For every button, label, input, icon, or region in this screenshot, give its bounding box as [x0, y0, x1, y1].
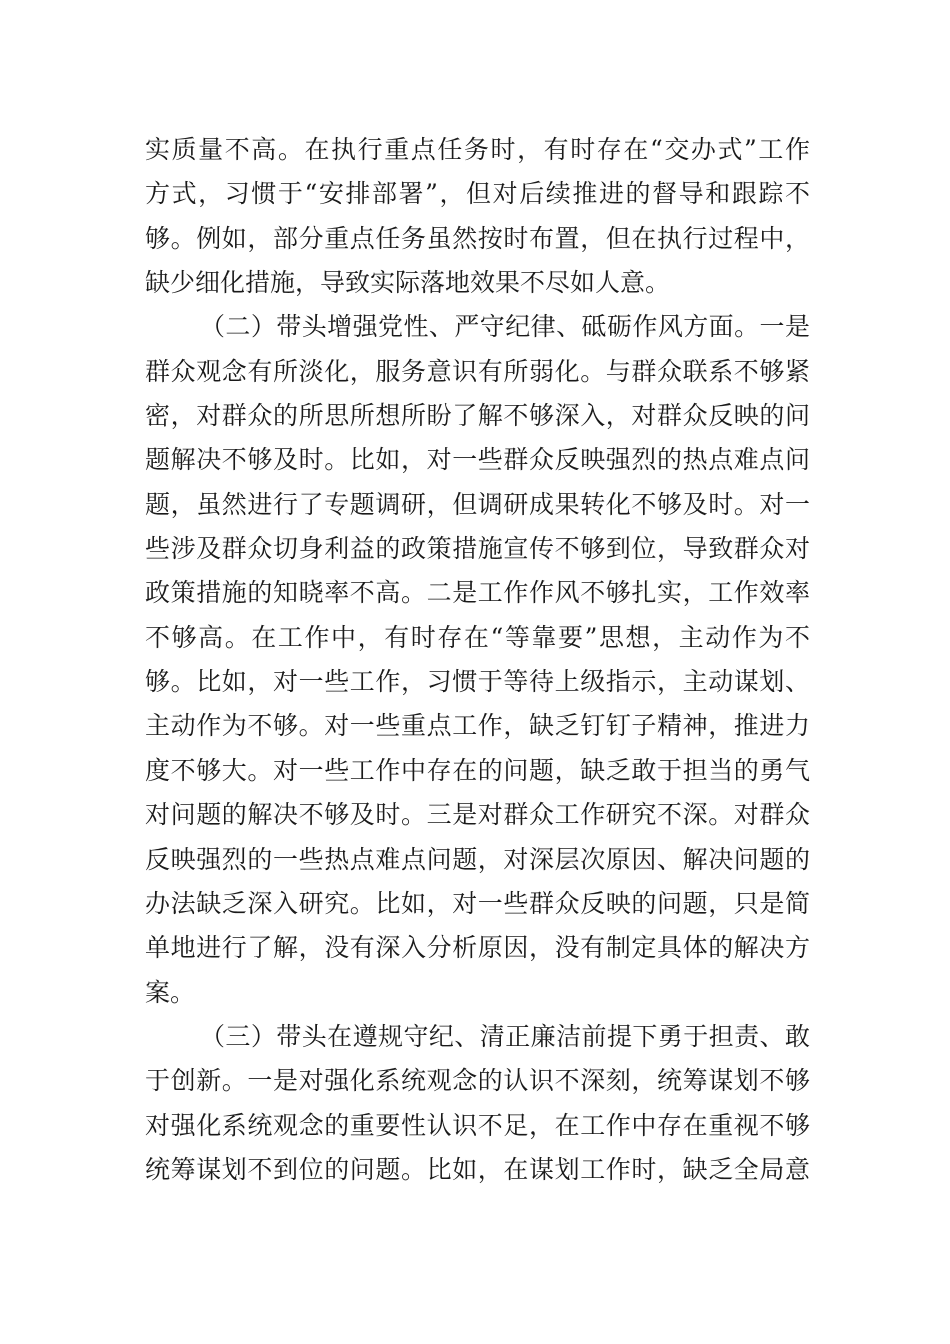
text-line: 办法缺乏深入研究。比如，对一些群众反映的问题，只是简 [145, 888, 810, 918]
text-line: 群众观念有所淡化，服务意识有所弱化。与群众联系不够紧 [145, 356, 810, 386]
text-line: 度不够大。对一些工作中存在的问题，缺乏敢于担当的勇气 [145, 755, 810, 785]
text-line: 缺少细化措施，导致实际落地效果不尽如人意。 [145, 268, 671, 298]
text-line: 对问题的解决不够及时。三是对群众工作研究不深。对群众 [145, 800, 810, 830]
text-line: 政策措施的知晓率不高。二是工作作风不够扎实，工作效率 [145, 578, 810, 608]
text-line: 反映强烈的一些热点难点问题，对深层次原因、解决问题的 [145, 844, 810, 874]
text-line: 题，虽然进行了专题调研，但调研成果转化不够及时。对一 [145, 489, 810, 519]
text-line: 于创新。一是对强化系统观念的认识不深刻，统筹谋划不够 [145, 1066, 810, 1096]
text-line: （三）带头在遵规守纪、清正廉洁前提下勇于担责、敢 [200, 1021, 810, 1051]
text-line: 主动作为不够。对一些重点工作，缺乏钉钉子精神，推进力 [145, 711, 810, 741]
text-line: 些涉及群众切身利益的政策措施宣传不够到位，导致群众对 [145, 534, 810, 564]
text-line: 实质量不高。在执行重点任务时，有时存在“交办式”工作 [145, 135, 810, 164]
text-line: 单地进行了解，没有深入分析原因，没有制定具体的解决方 [145, 933, 810, 963]
text-line: 统筹谋划不到位的问题。比如，在谋划工作时，缺乏全局意 [145, 1154, 810, 1184]
body-text [145, 128, 810, 1192]
text-line: 不够高。在工作中，有时存在“等靠要”思想，主动作为不 [145, 622, 810, 652]
text-line: 够。比如，对一些工作，习惯于等待上级指示，主动谋划、 [145, 667, 810, 697]
text-line: （二）带头增强党性、严守纪律、砥砺作风方面。一是 [200, 312, 810, 342]
text-line: 题解决不够及时。比如，对一些群众反映强烈的热点难点问 [145, 445, 810, 475]
text-line: 案。 [145, 977, 196, 1007]
text-line: 够。例如，部分重点任务虽然按时布置，但在执行过程中， [145, 223, 810, 253]
text-line: 方式，习惯于“安排部署”，但对后续推进的督导和跟踪不 [145, 179, 810, 209]
text-line: 对强化系统观念的重要性认识不足，在工作中存在重视不够 [145, 1110, 810, 1140]
text-line: 密，对群众的所思所想所盼了解不够深入，对群众反映的问 [145, 401, 810, 431]
